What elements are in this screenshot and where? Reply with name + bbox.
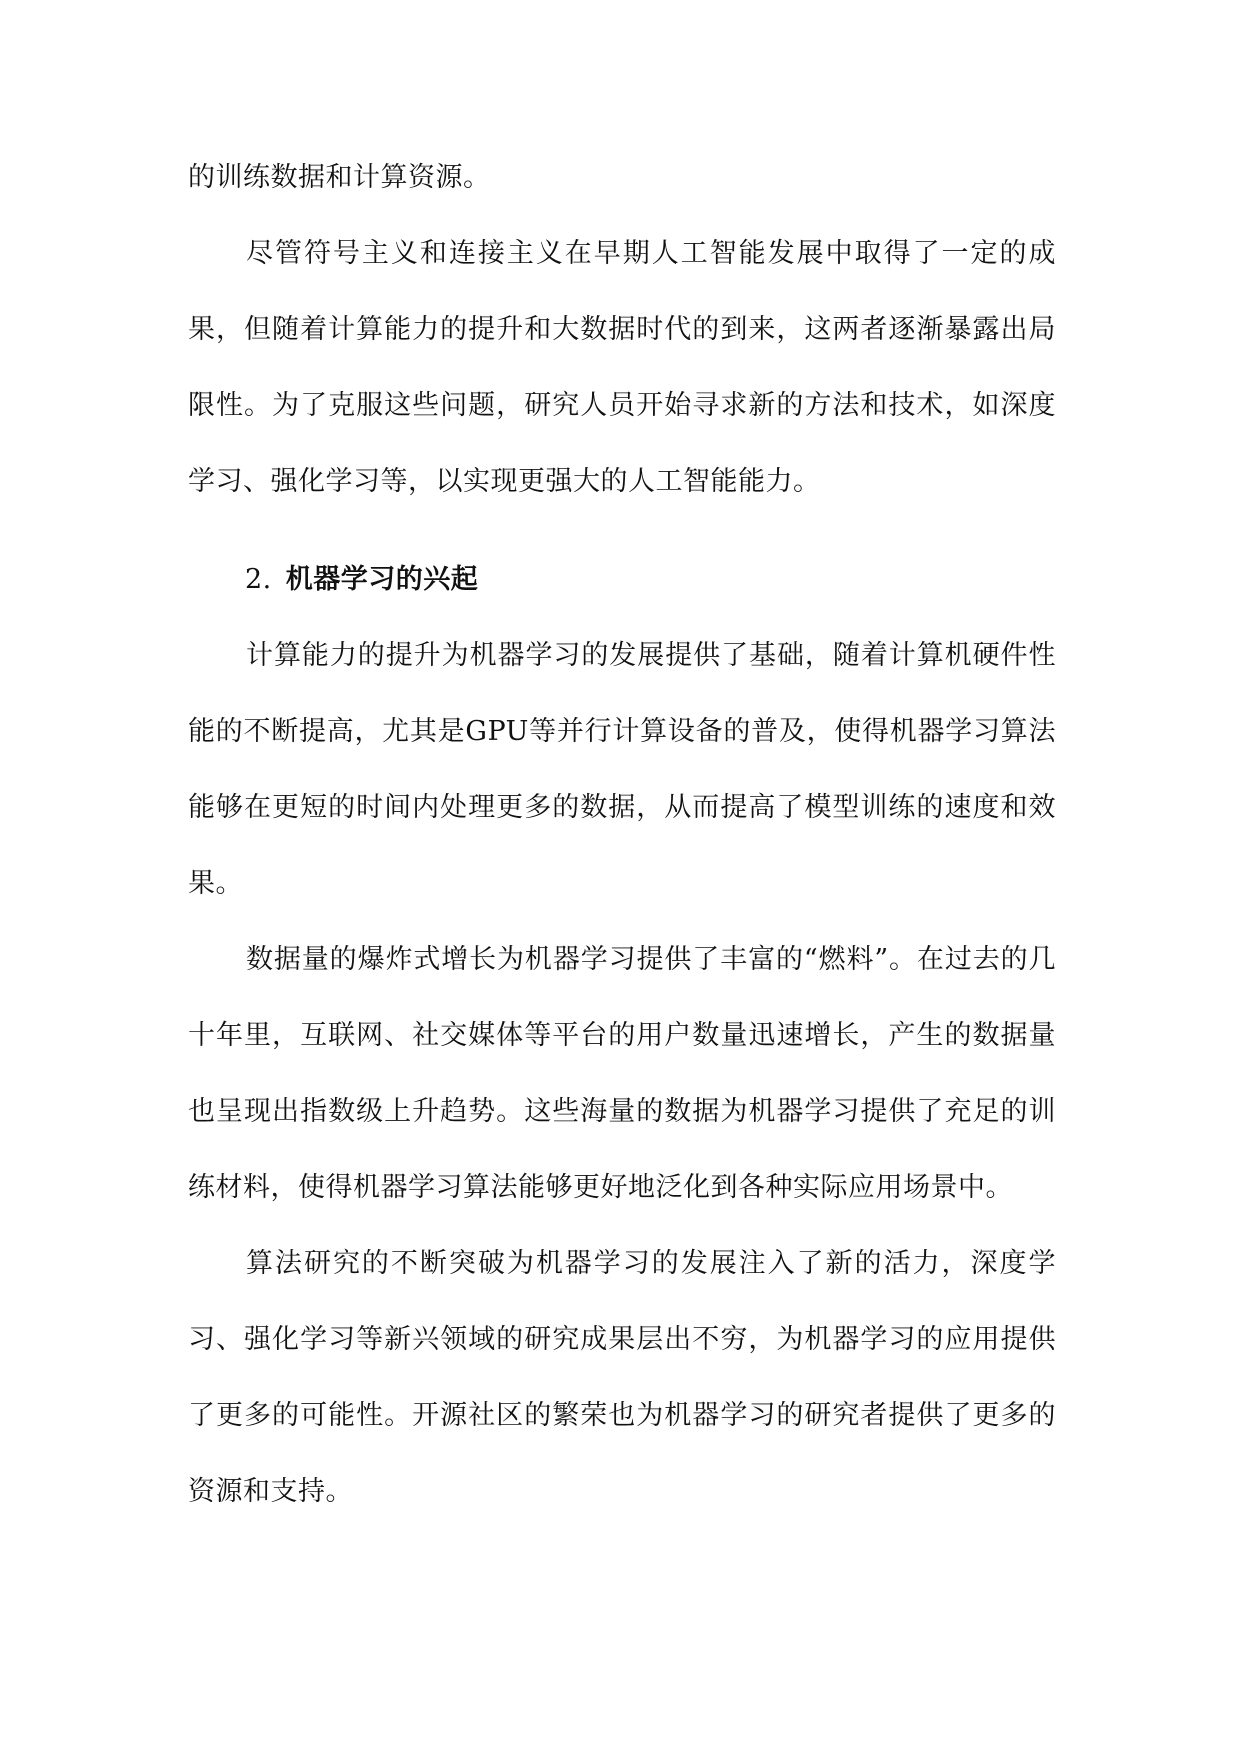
section-title: 机器学习的兴起 [285,564,479,595]
paragraph-continuation: 的训练数据和计算资源。 [188,162,491,193]
paragraph-data-growth: 数据量的爆炸式增长为机器学习提供了丰富的“燃料”。在过去的几十年里，互联网、社交媒体等平台的用户数量迅速增长，产生的数据量也呈现出指数级上升趋势。这些海量的数据为机器学习提供了充足的训练材料，使得机器学习算法能够更好地泛化到各种实际应用场景中。 [188,944,1056,1203]
paragraph-computing-power: 计算能力的提升为机器学习的发展提供了基础，随着计算机硬件性能的不断提高，尤其是GPU等并行计算设备的普及，使得机器学习算法能够在更短的时间内处理更多的数据，从而提高了模型训练的速度和效果。 [188,640,1056,899]
section-heading [188,542,1056,618]
paragraph-limitations: 尽管符号主义和连接主义在早期人工智能发展中取得了一定的成果，但随着计算能力的提升和大数据时代的到来，这两者逐渐暴露出局限性。为了克服这些问题，研究人员开始寻求新的方法和技术，如深度学习、强化学习等，以实现更强大的人工智能能力。 [188,238,1056,497]
document-body [188,140,1056,1530]
section-number: 2. [245,564,272,595]
paragraph-algorithm-breakthrough: 算法研究的不断突破为机器学习的发展注入了新的活力，深度学习、强化学习等新兴领域的研究成果层出不穷，为机器学习的应用提供了更多的可能性。开源社区的繁荣也为机器学习的研究者提供了更多的资源和支持。 [188,1248,1056,1507]
